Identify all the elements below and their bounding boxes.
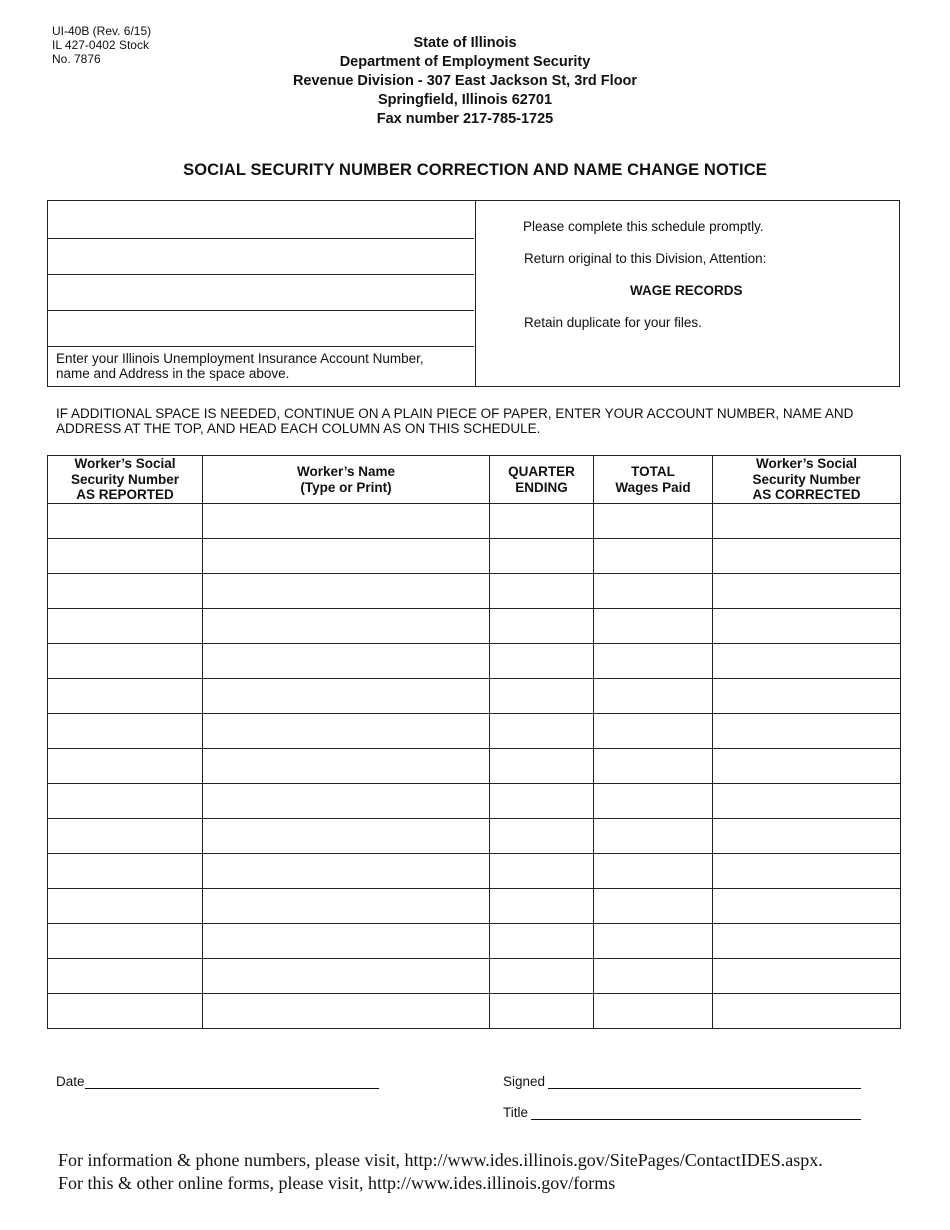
cell-ssn-corrected[interactable] xyxy=(713,994,901,1029)
col-header-worker-name xyxy=(203,456,490,504)
cell-total-wages[interactable] xyxy=(594,819,713,854)
footer-forms-line: For this & other online forms, please visit, http://www.ides.illinois.gov/forms xyxy=(58,1173,616,1193)
account-info-box xyxy=(47,200,900,387)
submission-instructions xyxy=(476,201,899,386)
retain-duplicate-text: Retain duplicate for your files. xyxy=(524,315,702,330)
cell-total-wages[interactable] xyxy=(594,784,713,819)
cell-ssn-corrected[interactable] xyxy=(713,959,901,994)
header-line: TOTAL xyxy=(631,464,675,479)
agency-fax: Fax number 217-785-1725 xyxy=(376,111,554,127)
date-field xyxy=(56,1074,379,1089)
header-line: Wages Paid xyxy=(615,479,691,495)
cell-worker-name[interactable] xyxy=(203,854,490,889)
cell-ssn-reported[interactable] xyxy=(48,714,203,749)
col-header-ssn-reported xyxy=(48,456,203,504)
account-entry-instruction xyxy=(56,351,466,381)
correction-table xyxy=(47,455,901,1029)
cell-total-wages[interactable] xyxy=(594,889,713,924)
cell-worker-name[interactable] xyxy=(203,679,490,714)
cell-ssn-corrected[interactable] xyxy=(713,819,901,854)
note-line-2: ADDRESS AT THE TOP, AND HEAD EACH COLUMN AS ON THIS SCHEDULE. xyxy=(56,421,541,436)
cell-worker-name[interactable] xyxy=(203,924,490,959)
cell-ssn-corrected[interactable] xyxy=(713,609,901,644)
account-entry-line-4[interactable] xyxy=(48,310,474,347)
table-row xyxy=(48,679,901,714)
header-line: Worker’s Social xyxy=(755,456,858,472)
cell-worker-name[interactable] xyxy=(203,994,490,1029)
cell-ssn-corrected[interactable] xyxy=(713,749,901,784)
cell-ssn-reported[interactable] xyxy=(48,609,203,644)
cell-worker-name[interactable] xyxy=(203,609,490,644)
cell-worker-name[interactable] xyxy=(203,959,490,994)
col-header-ssn-corrected xyxy=(713,456,901,504)
agency-city: Springfield, Illinois 62701 xyxy=(377,92,553,108)
cell-quarter-ending[interactable] xyxy=(490,854,594,889)
cell-quarter-ending[interactable] xyxy=(490,609,594,644)
account-entry-line-3[interactable] xyxy=(48,274,474,311)
cell-total-wages[interactable] xyxy=(594,504,713,539)
cell-total-wages[interactable] xyxy=(594,574,713,609)
header-line: AS REPORTED xyxy=(76,487,174,503)
cell-quarter-ending[interactable] xyxy=(490,959,594,994)
cell-ssn-corrected[interactable] xyxy=(713,889,901,924)
col-header-total-wages xyxy=(594,456,713,504)
cell-total-wages[interactable] xyxy=(594,714,713,749)
cell-quarter-ending[interactable] xyxy=(490,819,594,854)
cell-ssn-corrected[interactable] xyxy=(713,539,901,574)
table-row xyxy=(48,504,901,539)
title-label: Title xyxy=(503,1105,529,1120)
cell-worker-name[interactable] xyxy=(203,574,490,609)
table-row xyxy=(48,959,901,994)
cell-quarter-ending[interactable] xyxy=(490,504,594,539)
agency-header xyxy=(240,34,690,129)
cell-quarter-ending[interactable] xyxy=(490,679,594,714)
cell-quarter-ending[interactable] xyxy=(490,924,594,959)
header-line: Worker’s Social xyxy=(74,456,176,472)
cell-ssn-corrected[interactable] xyxy=(713,679,901,714)
col-header-quarter-ending xyxy=(490,456,594,504)
cell-ssn-corrected[interactable] xyxy=(713,784,901,819)
cell-ssn-reported[interactable] xyxy=(48,574,203,609)
signature-line[interactable] xyxy=(548,1074,861,1089)
table-row xyxy=(48,784,901,819)
cell-worker-name[interactable] xyxy=(203,644,490,679)
cell-ssn-reported[interactable] xyxy=(48,679,203,714)
cell-quarter-ending[interactable] xyxy=(490,994,594,1029)
cell-ssn-corrected[interactable] xyxy=(713,854,901,889)
signed-field xyxy=(503,1074,861,1089)
cell-ssn-reported[interactable] xyxy=(48,539,203,574)
cell-worker-name[interactable] xyxy=(203,539,490,574)
cell-total-wages[interactable] xyxy=(594,924,713,959)
account-entry-line-1[interactable] xyxy=(48,201,474,239)
footer-contact-line: For information & phone numbers, please visit, http://www.ides.illinois.gov/SitePages/ContactIDES.aspx. xyxy=(58,1150,823,1170)
cell-ssn-corrected[interactable] xyxy=(713,714,901,749)
cell-quarter-ending[interactable] xyxy=(490,644,594,679)
cell-total-wages[interactable] xyxy=(594,679,713,714)
table-row xyxy=(48,749,901,784)
cell-ssn-reported[interactable] xyxy=(48,784,203,819)
cell-ssn-corrected[interactable] xyxy=(713,644,901,679)
signed-label: Signed xyxy=(503,1074,546,1089)
cell-ssn-corrected[interactable] xyxy=(713,924,901,959)
header-line: ENDING xyxy=(515,479,568,495)
cell-ssn-reported[interactable] xyxy=(48,889,203,924)
cell-quarter-ending[interactable] xyxy=(490,574,594,609)
note-line-1: IF ADDITIONAL SPACE IS NEEDED, CONTINUE ON A PLAIN PIECE OF PAPER, ENTER YOUR ACCOUNT NUMBER, NAME AND xyxy=(56,406,854,421)
account-entry-area xyxy=(48,201,476,386)
return-original-text: Return original to this Division, Attention: xyxy=(524,251,767,266)
table-row xyxy=(48,574,901,609)
table-row xyxy=(48,644,901,679)
cell-total-wages[interactable] xyxy=(594,644,713,679)
table-row xyxy=(48,994,901,1029)
cell-quarter-ending[interactable] xyxy=(490,784,594,819)
cell-quarter-ending[interactable] xyxy=(490,749,594,784)
agency-state: State of Illinois xyxy=(413,35,517,51)
additional-space-note xyxy=(56,406,916,436)
header-line: (Type or Print) xyxy=(300,479,392,495)
header-line: AS CORRECTED xyxy=(752,487,861,503)
table-row xyxy=(48,609,901,644)
table-body xyxy=(48,504,901,1029)
header-line: QUARTER xyxy=(508,464,575,479)
account-entry-line-2[interactable] xyxy=(48,238,474,275)
date-line[interactable] xyxy=(85,1074,379,1089)
title-field xyxy=(503,1105,861,1120)
header-line: Worker’s Name xyxy=(296,464,396,479)
cell-ssn-reported[interactable] xyxy=(48,644,203,679)
cell-worker-name[interactable] xyxy=(203,504,490,539)
cell-ssn-reported[interactable] xyxy=(48,819,203,854)
instruction-line-2: name and Address in the space above. xyxy=(56,366,290,381)
cell-ssn-reported[interactable] xyxy=(48,924,203,959)
cell-ssn-reported[interactable] xyxy=(48,994,203,1029)
table-row xyxy=(48,714,901,749)
attention-wage-records: WAGE RECORDS xyxy=(630,283,743,298)
cell-total-wages[interactable] xyxy=(594,994,713,1029)
cell-quarter-ending[interactable] xyxy=(490,539,594,574)
cell-ssn-reported[interactable] xyxy=(48,749,203,784)
cell-ssn-reported[interactable] xyxy=(48,959,203,994)
form-number: UI-40B (Rev. 6/15) xyxy=(52,24,152,38)
header-line: Security Number xyxy=(752,471,861,487)
page-title: SOCIAL SECURITY NUMBER CORRECTION AND NAME CHANGE NOTICE xyxy=(183,161,767,179)
agency-address: Revenue Division - 307 East Jackson St, 3rd Floor xyxy=(292,73,638,89)
cell-ssn-corrected[interactable] xyxy=(713,574,901,609)
header-line: Security Number xyxy=(70,471,180,487)
cell-total-wages[interactable] xyxy=(594,609,713,644)
cell-worker-name[interactable] xyxy=(203,749,490,784)
cell-total-wages[interactable] xyxy=(594,749,713,784)
table-row xyxy=(48,539,901,574)
cell-quarter-ending[interactable] xyxy=(490,714,594,749)
table-header-row xyxy=(48,456,901,504)
title-line[interactable] xyxy=(531,1105,861,1120)
cell-worker-name[interactable] xyxy=(203,714,490,749)
agency-department: Department of Employment Security xyxy=(339,54,591,70)
table-row xyxy=(48,924,901,959)
cell-ssn-reported[interactable] xyxy=(48,854,203,889)
stock-number: IL 427-0402 Stock xyxy=(52,38,149,52)
instruction-line-1: Enter your Illinois Unemployment Insurance Account Number, xyxy=(56,351,424,366)
cell-total-wages[interactable] xyxy=(594,854,713,889)
table-row xyxy=(48,819,901,854)
cell-quarter-ending[interactable] xyxy=(490,889,594,924)
footer-info xyxy=(58,1149,823,1195)
stock-sub-number: No. 7876 xyxy=(52,52,101,66)
cell-total-wages[interactable] xyxy=(594,959,713,994)
cell-worker-name[interactable] xyxy=(203,819,490,854)
table-row xyxy=(48,854,901,889)
date-label: Date xyxy=(56,1074,85,1089)
cell-total-wages[interactable] xyxy=(594,539,713,574)
cell-ssn-reported[interactable] xyxy=(48,504,203,539)
table-row xyxy=(48,889,901,924)
complete-promptly-text: Please complete this schedule promptly. xyxy=(523,219,764,234)
cell-worker-name[interactable] xyxy=(203,784,490,819)
form-id-block xyxy=(52,24,151,66)
cell-worker-name[interactable] xyxy=(203,889,490,924)
cell-ssn-corrected[interactable] xyxy=(713,504,901,539)
